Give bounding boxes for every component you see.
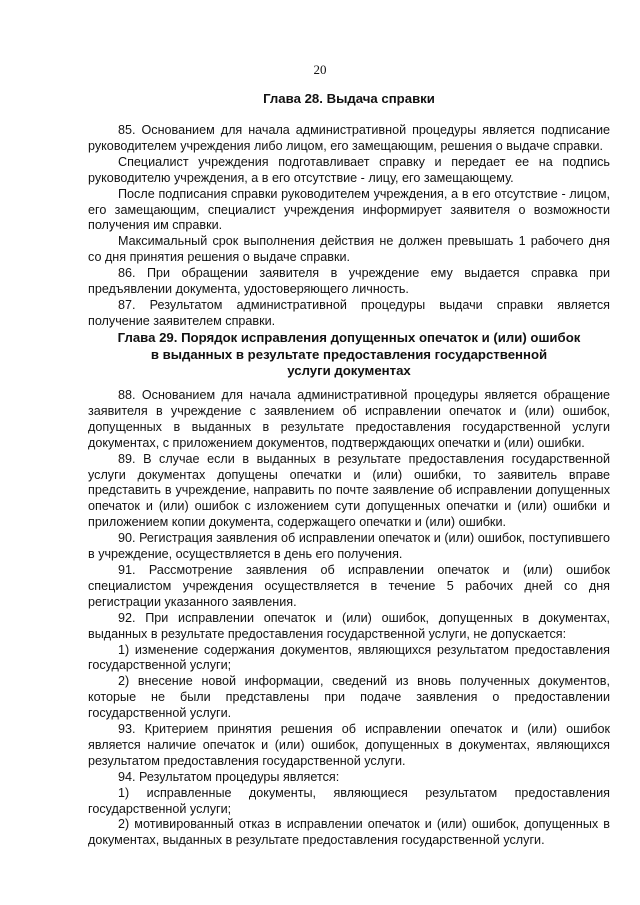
paragraph-specialist: Специалист учреждения подготавливает справку и передает ее на подпись руководителю учреждения, а в его отсутствие - лицу, его замещающему. bbox=[88, 154, 610, 185]
chapter-28-title: Глава 28. Выдача справки bbox=[263, 91, 435, 106]
paragraph-85: 85. Основанием для начала административной процедуры является подписание руководителем учреждения либо лицом, его замещающим, решения о выдаче справки. bbox=[88, 123, 610, 153]
page-number: 20 bbox=[313, 62, 327, 77]
paragraph-92-item-2: 2) внесение новой информации, сведений из вновь полученных документов, которые не были представлены при подаче заявления о предоставлении государственной услуги. bbox=[88, 674, 610, 721]
paragraph-90: 90. Регистрация заявления об исправлении опечаток и (или) ошибок, поступившего в учреждение, осуществляется в день его получения. bbox=[88, 531, 610, 562]
chapter-29-title-line: услуги документах bbox=[287, 363, 411, 378]
paragraph-max-term: Максимальный срок выполнения действия не должен превышать 1 рабочего дня со дня принятия решения о выдаче справки. bbox=[88, 234, 610, 265]
paragraph-89: 89. В случае если в выданных в результате предоставления государственной услуги документах допущены опечатки и (или) ошибки, то заявитель вправе представить в учреждение, направить по почте заявление об исправлении допущенных опечаток и (или) ошибок с изложением сути допущенных опечатки и (или) ошибки и приложением копии документа, содержащего опечатки и (или) ошибки. bbox=[88, 451, 610, 530]
paragraph-94-item-1: 1) исправленные документы, являющиеся результатом предоставления государственной услуги; bbox=[88, 785, 610, 816]
paragraph-87: 87. Результатом административной процедуры выдачи справки является получение заявителем справки. bbox=[88, 297, 610, 328]
chapter-29-body bbox=[88, 388, 610, 849]
chapter-29-title bbox=[88, 330, 610, 380]
paragraph-92-item-1: 1) изменение содержания документов, являющихся результатом предоставления государственной услуги; bbox=[88, 642, 610, 673]
chapter-29-title-line: в выданных в результате предоставления государственной bbox=[150, 346, 548, 362]
chapter-29-title-line: Глава 29. Порядок исправления допущенных опечаток и (или) ошибок bbox=[117, 330, 581, 345]
paragraph-93: 93. Критерием принятия решения об исправлении опечаток и (или) ошибок является наличие опечаток и (или) ошибок, допущенных в документах, являющихся результатом предоставления государственной услуги. bbox=[88, 722, 610, 768]
paragraph-88: 88. Основанием для начала административной процедуры является обращение заявителя в учреждение с заявлением об исправлении опечаток и (или) ошибок, допущенных в выданных в результате предоставления государственной услуги документах, с приложением документов, подтверждающих опечатки и (или) ошибки. bbox=[88, 388, 610, 450]
paragraph-91: 91. Рассмотрение заявления об исправлении опечаток и (или) ошибок специалистом учреждения осуществляется в течение 5 рабочих дней со дня регистрации указанного заявления. bbox=[88, 562, 610, 609]
paragraph-92: 92. При исправлении опечаток и (или) ошибок, допущенных в документах, выданных в результате предоставления государственной услуги, не допускается: bbox=[88, 610, 610, 641]
paragraph-86: 86. При обращении заявителя в учреждение ему выдается справка при предъявлении документа, удостоверяющего личность. bbox=[88, 266, 610, 297]
chapter-28-body bbox=[88, 123, 610, 330]
paragraph-after-signing: После подписания справки руководителем учреждения, а в его отсутствие - лицом, его замещающим, специалист учреждения информирует заявителя о возможности получения им справки. bbox=[88, 186, 610, 233]
paragraph-94-item-2: 2) мотивированный отказ в исправлении опечаток и (или) ошибок, допущенных в документах, выданных в результате предоставления государственной услуги. bbox=[88, 817, 610, 848]
paragraph-94: 94. Результатом процедуры является: bbox=[118, 769, 340, 784]
